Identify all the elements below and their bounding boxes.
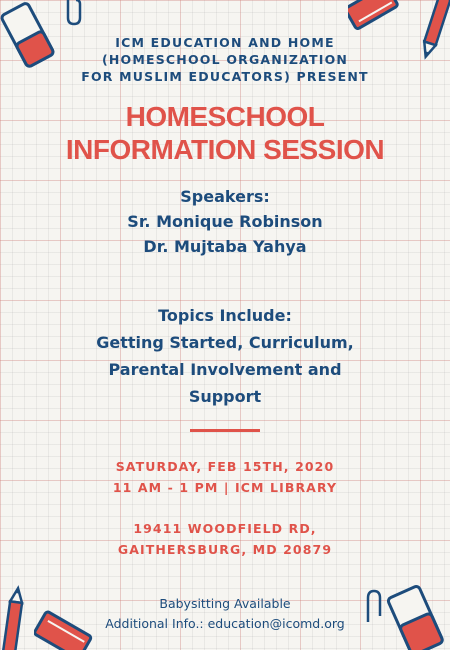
paperclip-icon xyxy=(62,0,88,28)
title-line: INFORMATION SESSION xyxy=(65,134,385,165)
address-line: 19411 WOODFIELD RD, xyxy=(133,521,317,536)
presenter-line: ICM EDUCATION AND HOME xyxy=(115,35,335,50)
section-divider xyxy=(190,429,260,432)
speaker-name: Dr. Mujtaba Yahya xyxy=(143,237,307,256)
topics-line: Parental Involvement and xyxy=(108,360,342,379)
page-title xyxy=(0,100,450,166)
speakers-heading: Speakers: xyxy=(180,187,270,206)
event-date: SATURDAY, FEB 15TH, 2020 xyxy=(115,459,335,474)
topics-heading: Topics Include: xyxy=(158,306,292,325)
event-datetime xyxy=(0,456,450,498)
title-line: HOMESCHOOL xyxy=(125,101,325,132)
event-address xyxy=(0,518,450,560)
presenter-heading xyxy=(0,34,450,85)
topics-line: Support xyxy=(188,387,262,406)
topics-section xyxy=(0,302,450,410)
speaker-name: Sr. Monique Robinson xyxy=(127,212,323,231)
presenter-line: FOR MUSLIM EDUCATORS) PRESENT xyxy=(81,69,369,84)
book-icon xyxy=(348,0,404,30)
address-line: GAITHERSBURG, MD 20879 xyxy=(117,542,333,557)
contact-info: Additional Info.: education@icomd.org xyxy=(105,616,345,631)
babysitting-note: Babysitting Available xyxy=(159,596,291,611)
topics-line: Getting Started, Curriculum, xyxy=(96,333,354,352)
event-time-place: 11 AM - 1 PM | ICM LIBRARY xyxy=(112,480,338,495)
footer-info xyxy=(0,594,450,634)
speakers-section xyxy=(0,184,450,259)
presenter-line: (HOMESCHOOL ORGANIZATION xyxy=(101,52,349,67)
